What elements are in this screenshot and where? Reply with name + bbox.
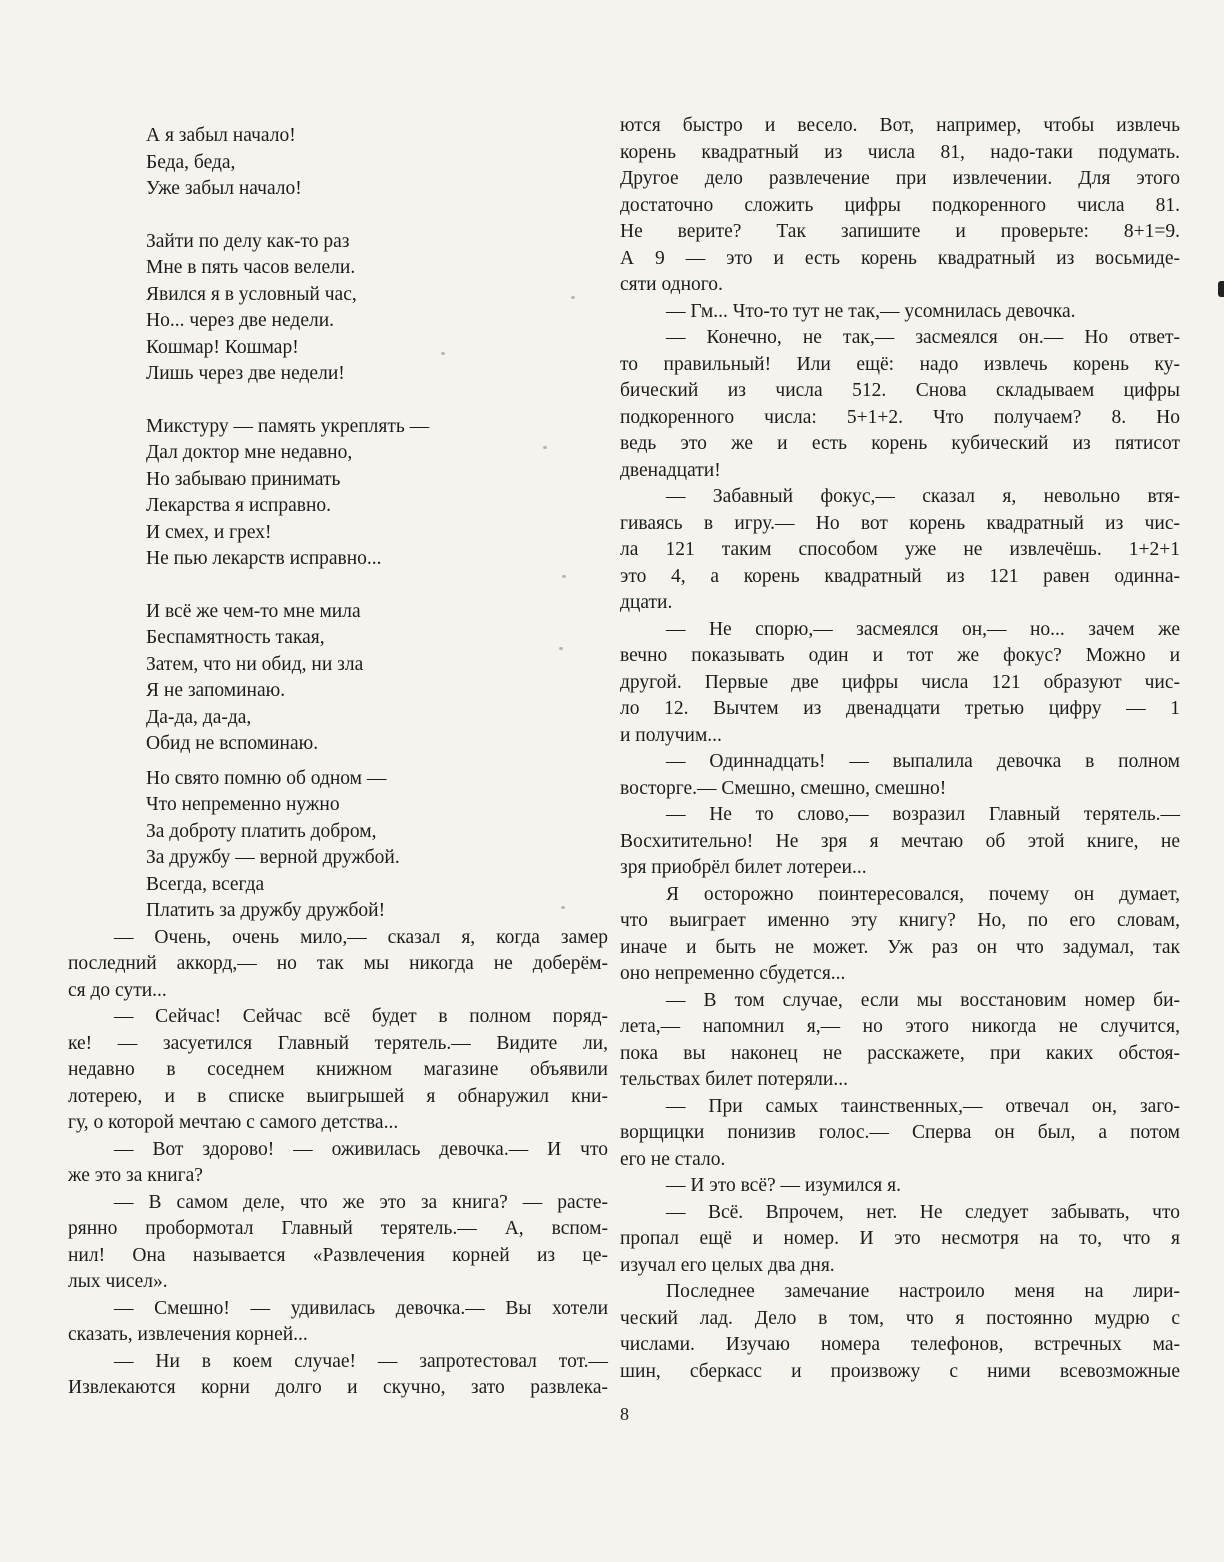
page-number: 8	[620, 1404, 629, 1424]
page-edge-mark	[1218, 281, 1224, 297]
text-line: ческий лад. Дело в том, что я постоянно мудрю с	[620, 1307, 1180, 1329]
text-line: Последнее замечание настроило меня на лири-	[666, 1281, 1180, 1302]
text-line: — Очень, очень мило,— сказал я, когда замер	[114, 926, 608, 948]
text-line: Но забываю принимать	[146, 468, 341, 490]
text-line: его не стало.	[620, 1148, 726, 1170]
text-line: Но свято помню об одном —	[146, 767, 387, 789]
text-line: — Всё. Впрочем, нет. Не следует забывать, что	[666, 1201, 1180, 1223]
text-line: недавно в соседнем книжном магазине объявили	[68, 1059, 608, 1080]
paragraph	[620, 617, 1180, 750]
paragraph	[620, 749, 1180, 802]
text-line: пропал ещё и номер. И это несмотря на то, что я	[620, 1228, 1180, 1249]
text-line: оно непременно сбудется...	[620, 963, 846, 984]
text-line: же это за книга?	[68, 1165, 203, 1186]
print-speck	[561, 906, 565, 909]
text-line: числами. Изучаю номера телефонов, встречных ма-	[620, 1334, 1180, 1355]
paragraph	[620, 988, 1180, 1094]
text-line: Не верите? Так запишите и проверьте: 8+1=9.	[620, 221, 1180, 242]
text-line: — Одиннадцать! — выпалила девочка в полном	[666, 751, 1180, 772]
text-line: лета,— напомнил я,— но этого никогда не случится,	[620, 1016, 1180, 1037]
text-line: За доброту платить добром,	[146, 820, 377, 842]
text-line: Я не запоминаю.	[146, 680, 286, 701]
paragraph	[620, 802, 1180, 882]
text-line: последний аккорд,— но так мы никогда не доберём-	[68, 953, 608, 974]
poem-stanza	[146, 123, 608, 203]
paragraph	[620, 1173, 1180, 1200]
text-line: Затем, что ни обид, ни зла	[146, 653, 364, 675]
paragraph	[620, 299, 1180, 326]
text-line: лотерею, и в списке выигрышей я обнаружил кни-	[68, 1085, 608, 1107]
text-line: Что непременно нужно	[146, 794, 340, 815]
text-line: подкоренного числа: 5+1+2. Что получаем? 8. Но	[620, 406, 1180, 428]
poem-stanza	[146, 414, 608, 573]
text-line: нил! Она называется «Развлечения корней из це-	[68, 1244, 608, 1266]
text-line: гу, о которой мечтаю с самого детства...	[68, 1112, 399, 1133]
poem-stanza	[146, 766, 608, 925]
text-line: — Ни в коем случае! — запротестовал тот.—	[114, 1350, 608, 1372]
text-line: Другое дело развлечение при извлечении. Для этого	[620, 168, 1180, 189]
text-line: ются быстро и весело. Вот, например, чтобы извлечь	[620, 115, 1180, 136]
text-line: Обид не вспоминаю.	[146, 733, 319, 754]
text-line: И всё же чем-то мне мила	[146, 600, 361, 622]
text-line: Зайти по делу как-то раз	[146, 230, 350, 252]
text-line: Беда, беда,	[146, 151, 236, 173]
text-line: Восхитительно! Не зря я мечтаю об этой книге, не	[620, 830, 1180, 852]
text-line: Беспамятность такая,	[146, 627, 325, 648]
text-line: Лекарства я исправно.	[146, 495, 332, 516]
text-line: Извлекаются корни долго и скучно, зато развлека-	[68, 1377, 608, 1398]
text-line: — В самом деле, что же это за книга? — расте-	[114, 1191, 608, 1213]
text-line: дцати.	[620, 592, 673, 613]
text-line: что выиграет именно эту книгу? Но, по его словам,	[620, 910, 1180, 931]
text-line: — Смешно! — удивилась девочка.— Вы хотели	[114, 1297, 608, 1319]
text-line: ся до сути...	[68, 979, 167, 1001]
paragraph	[68, 1349, 608, 1402]
paragraph	[620, 1200, 1180, 1280]
text-line: Платить за дружбу дружбой!	[146, 900, 386, 921]
text-line: Но... через две недели.	[146, 310, 335, 331]
text-line: другой. Первые две цифры числа 121 образуют чис-	[620, 671, 1180, 693]
text-line: А я забыл начало!	[146, 125, 296, 146]
left-column	[68, 123, 608, 1402]
text-line: — Конечно, не так,— засмеялся он.— Но ответ-	[666, 327, 1180, 348]
text-line: ла 121 таким способом уже не извлечёшь. 1+2+1	[620, 539, 1180, 560]
text-line: Дал доктор мне недавно,	[146, 442, 353, 463]
text-line: бический из числа 512. Снова складываем цифры	[620, 380, 1180, 401]
text-line: И смех, и грех!	[146, 521, 272, 543]
text-line: пока вы наконец не расскажете, при каких обстоя-	[620, 1042, 1180, 1064]
paragraph	[620, 1279, 1180, 1385]
paragraph	[620, 1094, 1180, 1174]
text-line: — Забавный фокус,— сказал я, невольно втя-	[666, 486, 1180, 507]
paragraph	[68, 925, 608, 1005]
right-column	[620, 113, 1180, 1385]
text-line: Всегда, всегда	[146, 873, 265, 895]
text-line: рянно пробормотал Главный терятель.— А, вспом-	[68, 1218, 608, 1239]
print-speck	[441, 352, 445, 355]
text-line: — При самых таинственных,— отвечал он, заго-	[666, 1095, 1180, 1117]
text-line: изучал его целых два дня.	[620, 1254, 835, 1276]
text-line: За дружбу — верной дружбой.	[146, 847, 400, 868]
text-line: иначе и быть не может. Уж раз он что задумал, так	[620, 936, 1180, 958]
paragraph	[620, 484, 1180, 617]
text-line: Микстуру — память укреплять —	[146, 415, 430, 437]
text-line: Не пью лекарств исправно...	[146, 548, 382, 569]
paragraph	[68, 1004, 608, 1137]
text-line: — Сейчас! Сейчас всё будет в полном поряд-	[114, 1006, 608, 1027]
text-line: сказать, извлечения корней...	[68, 1324, 308, 1345]
print-speck	[571, 296, 575, 299]
text-line: ворщицки понизив голос.— Сперва он был, а потом	[620, 1122, 1180, 1143]
paragraph	[620, 113, 1180, 299]
paragraph	[620, 325, 1180, 484]
text-line: — Гм... Что-то тут не так,— усомнилась девочка.	[666, 300, 1076, 322]
poem-stanza	[146, 599, 608, 758]
print-speck	[559, 647, 563, 650]
text-line: тельствах билет потеряли...	[620, 1069, 848, 1090]
text-line: то правильный! Или ещё: надо извлечь корень ку-	[620, 353, 1180, 375]
paragraph	[68, 1137, 608, 1190]
text-line: — Не то слово,— возразил Главный терятель.—	[666, 804, 1180, 825]
text-line: ведь это же и есть корень кубический из пятисот	[620, 433, 1180, 454]
text-line: и получим...	[620, 724, 722, 746]
text-line: — Не спорю,— засмеялся он,— но... зачем же	[666, 618, 1180, 640]
paragraph	[620, 882, 1180, 988]
text-line: достаточно сложить цифры подкоренного числа 81.	[620, 194, 1180, 216]
text-line: Уже забыл начало!	[146, 178, 302, 199]
text-line: ке! — засуетился Главный терятель.— Видите ли,	[68, 1032, 608, 1054]
paragraph	[68, 1296, 608, 1349]
text-line: шин, сберкасс и произвожу с ними всевозможные	[620, 1360, 1180, 1382]
text-line: лых чисел».	[68, 1271, 168, 1292]
text-line: гиваясь в игру.— Но вот корень квадратный из чис-	[620, 512, 1180, 534]
text-line: восторге.— Смешно, смешно, смешно!	[620, 777, 947, 799]
text-line: сяти одного.	[620, 274, 723, 295]
poem-stanza	[146, 229, 608, 388]
text-line: Да-да, да-да,	[146, 706, 252, 728]
text-line: Мне в пять часов велели.	[146, 257, 356, 278]
text-line: Лишь через две недели!	[146, 363, 345, 384]
print-speck	[543, 446, 547, 449]
text-line: вечно показывать один и тот же фокус? Можно и	[620, 645, 1180, 666]
text-line: — И это всё? — изумился я.	[666, 1175, 901, 1196]
text-line: — В том случае, если мы восстановим номер би-	[666, 989, 1180, 1011]
paragraph	[68, 1190, 608, 1296]
text-line: Я осторожно поинтересовался, почему он думает,	[666, 883, 1180, 905]
text-line: зря приобрёл билет лотереи...	[620, 857, 867, 878]
text-line: Явился я в условный час,	[146, 283, 357, 305]
text-line: Кошмар! Кошмар!	[146, 336, 299, 358]
text-line: ло 12. Вычтем из двенадцати третью цифру — 1	[620, 698, 1180, 719]
text-line: А 9 — это и есть корень квадратный из восьмиде-	[620, 247, 1180, 269]
text-line: корень квадратный из числа 81, надо-таки подумать.	[620, 141, 1180, 163]
print-speck	[562, 575, 566, 578]
text-line: двенадцати!	[620, 459, 721, 481]
text-line: — Вот здорово! — оживилась девочка.— И что	[114, 1138, 608, 1160]
text-line: это 4, а корень квадратный из 121 равен одинна-	[620, 565, 1180, 587]
poem	[68, 123, 608, 925]
